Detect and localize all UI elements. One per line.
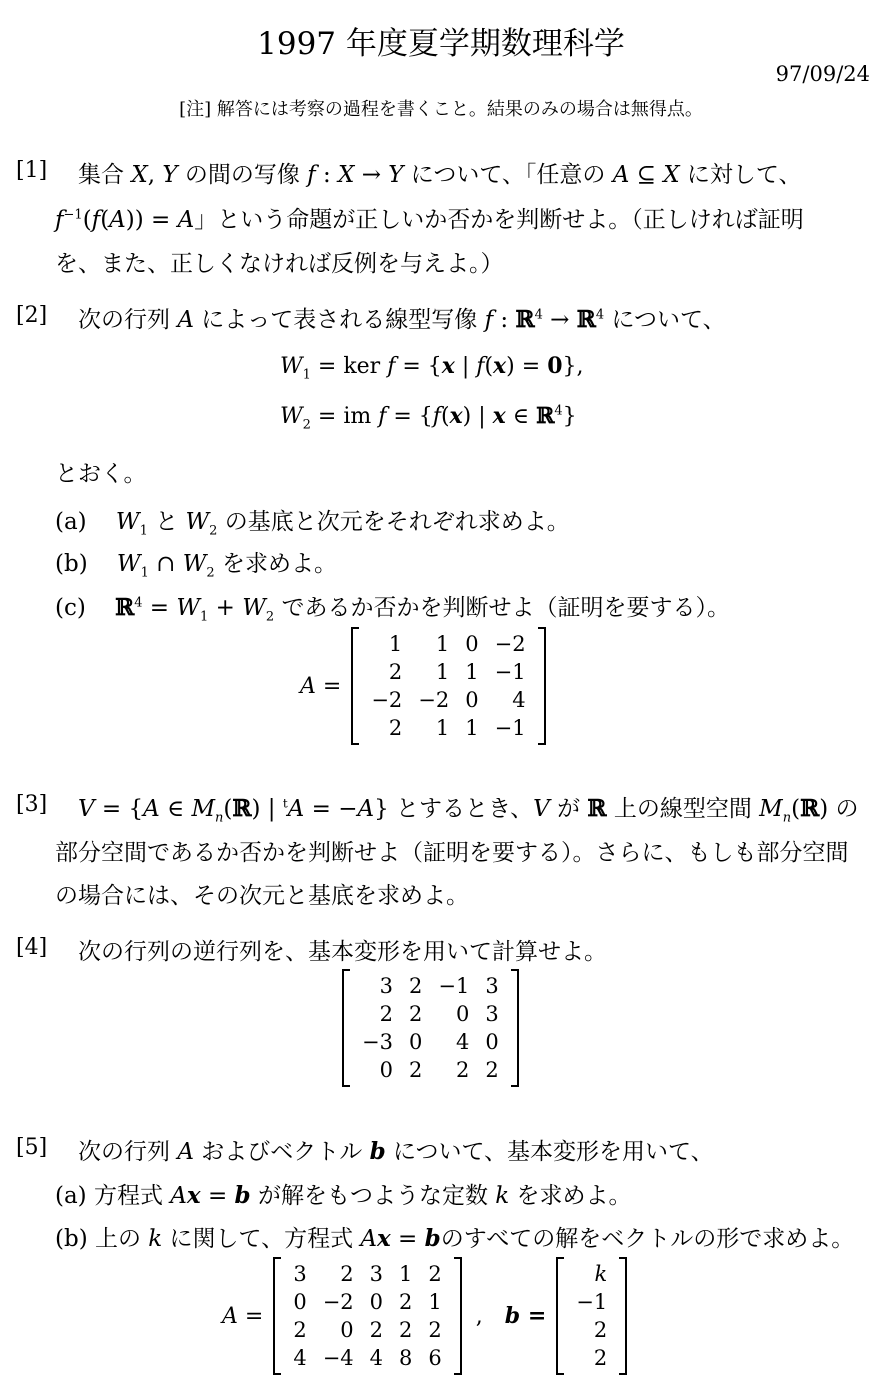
matrix-cell: 2: [379, 1002, 393, 1026]
instruction-note: [注] 解答には考察の過程を書くこと。結果のみの場合は無得点。: [179, 99, 703, 120]
matrix-cell: −2: [418, 688, 450, 712]
vector-row: [568, 1288, 615, 1316]
matrix-label: A =: [222, 1303, 264, 1329]
matrix-cell: −2: [494, 632, 526, 656]
matrix-a: [351, 628, 545, 744]
problem-3-number: [3]: [16, 792, 48, 817]
matrix-cell: 1: [465, 660, 479, 684]
matrix-cell: −3: [362, 1030, 393, 1054]
matrix-cell: 1: [435, 660, 450, 684]
matrix-cell: −1: [494, 716, 526, 740]
matrix-cell: −4: [322, 1346, 354, 1370]
vector-table: [568, 1260, 615, 1372]
problem-2a: (a) $W_1$ と $W_2$ の基底と次元をそれぞれ求めよ。: [55, 509, 570, 539]
matrix-cell: 2: [408, 1002, 423, 1026]
matrix-cell: 6: [428, 1346, 442, 1370]
matrix-cell: 2: [428, 1318, 442, 1342]
matrix-cell: 2: [399, 1318, 413, 1342]
exam-date: 97/09/24: [775, 62, 870, 86]
matrix-row: [363, 686, 533, 714]
matrix-cell: −1: [494, 660, 526, 684]
problem-2c: (c) ℝ$^4$ = $W_1 + W_2$ であるか否かを判断せよ（証明を要する）。: [55, 594, 730, 625]
page-title: 1997 年度夏学期数理科学: [257, 26, 625, 62]
matrix-cell: 2: [293, 1318, 307, 1342]
matrix-cell: 2: [408, 1058, 423, 1082]
problem-2b: (b) $W_1$ ∩ $W_2$ を求めよ。: [55, 551, 337, 581]
matrix-cell: 4: [455, 1030, 470, 1054]
matrix-cell: 0: [379, 1058, 393, 1082]
matrix-row: [285, 1260, 449, 1288]
matrix-cell: 4: [293, 1346, 307, 1370]
matrix-cell: 2: [408, 974, 423, 998]
matrix-row: [363, 714, 533, 742]
matrix-row: [285, 1344, 449, 1372]
problem-5-matrix-block: [222, 1258, 627, 1374]
matrix-cell: 2: [369, 1318, 384, 1342]
matrix-row: [363, 630, 533, 658]
matrix-cell: 2: [340, 1262, 354, 1286]
matrix-cell: 2: [388, 716, 403, 740]
problem-4-number: [4]: [16, 935, 48, 960]
vector-label: b =: [504, 1303, 547, 1329]
vector-row: [568, 1344, 615, 1372]
matrix-cell: 4: [512, 688, 526, 712]
matrix-row: [354, 972, 507, 1000]
w2-definition: $W_2$ = im f = {f(x) | x ∈ ℝ$^4$}: [280, 403, 577, 433]
problem-4-matrix-block: [342, 970, 519, 1086]
matrix-cell: 3: [369, 1262, 384, 1286]
problem-1-line-2: $f^{-1}(f(A)) = A$」という命題が正しいか否かを判断せよ。（正しければ証明: [55, 207, 804, 233]
matrix-cell: −1: [438, 974, 470, 998]
matrix-cell: −2: [322, 1290, 354, 1314]
matrix-cell: 0: [293, 1290, 307, 1314]
matrix-cell: 2: [455, 1058, 470, 1082]
matrix-row: [285, 1288, 449, 1316]
matrix-cell: 0: [465, 632, 479, 656]
problem-2-number: [2]: [16, 303, 48, 328]
matrix-cell: 1: [388, 632, 403, 656]
matrix-cell: 2: [428, 1262, 442, 1286]
matrix-cell: 1: [465, 716, 479, 740]
problem-5-number: [5]: [16, 1135, 48, 1160]
matrix-inverse-target: [342, 970, 519, 1086]
matrix-cell: 0: [455, 1002, 470, 1026]
vector-row: [568, 1316, 615, 1344]
matrix-cell: 1: [435, 716, 450, 740]
vector-row: [568, 1260, 615, 1288]
problem-5b: (b) 上の k に関して、方程式 Ax = bのすべての解をベクトルの形で求めよ。: [55, 1225, 855, 1252]
problem-3-line-1: V = {A ∈ $M_n(ℝ)$ | $^t$A = −A} とするとき、V が ℝ 上の線型空間 $M_n(ℝ)$ の: [78, 795, 859, 826]
problem-1-line-3: を、また、正しくなければ反例を与えよ。）: [55, 251, 504, 277]
problem-3-line-3: の場合には、その次元と基底を求めよ。: [55, 883, 469, 909]
problem-2-after: とおく。: [55, 461, 147, 487]
problem-5a: (a) 方程式 Ax = b が解をもつような定数 k を求めよ。: [55, 1182, 632, 1209]
matrix-row: [363, 658, 533, 686]
vector-b: [556, 1258, 627, 1374]
problem-5-line-1: 次の行列 A およびベクトル b について、基本変形を用いて、: [78, 1138, 714, 1165]
matrix-cell: 3: [379, 974, 393, 998]
matrix-cell: 0: [408, 1030, 423, 1054]
matrix-cell: 0: [465, 688, 479, 712]
matrix-cell: 8: [399, 1346, 413, 1370]
matrix-cell: 4: [369, 1346, 384, 1370]
matrix-table: [363, 630, 533, 742]
matrix-row: [285, 1316, 449, 1344]
problem-2-line-1: 次の行列 A によって表される線型写像 f : ℝ$^4$ → ℝ$^4$ について、: [78, 306, 726, 333]
vector-cell: k: [594, 1262, 608, 1286]
matrix-cell: −2: [371, 688, 403, 712]
problem-2-matrix-block: [300, 628, 546, 744]
matrix-table: [354, 972, 507, 1084]
matrix-a: [273, 1258, 461, 1374]
matrix-row: [354, 1028, 507, 1056]
matrix-cell: 2: [485, 1058, 499, 1082]
problem-1-number: [1]: [16, 158, 48, 183]
problem-3-line-2: 部分空間であるか否かを判断せよ（証明を要する）。さらに、もしも部分空間: [55, 840, 849, 866]
matrix-cell: 1: [399, 1262, 413, 1286]
matrix-cell: 1: [428, 1290, 442, 1314]
matrix-table: [285, 1260, 449, 1372]
separator-comma: ,: [475, 1303, 483, 1329]
vector-cell: 2: [593, 1318, 608, 1342]
problem-4-line-1: 次の行列の逆行列を、基本変形を用いて計算せよ。: [78, 939, 607, 965]
matrix-cell: 3: [485, 1002, 499, 1026]
problem-1-line-1: 集合 X, Y の間の写像 f : X → Y について、「任意の A ⊆ X に対して、: [78, 162, 802, 188]
matrix-cell: 3: [485, 974, 499, 998]
matrix-cell: 3: [293, 1262, 307, 1286]
matrix-label: A =: [300, 673, 342, 699]
matrix-cell: 2: [399, 1290, 413, 1314]
vector-cell: 2: [593, 1346, 608, 1370]
vector-cell: −1: [576, 1290, 608, 1314]
matrix-cell: 1: [435, 632, 450, 656]
matrix-cell: 0: [369, 1290, 384, 1314]
matrix-cell: 2: [388, 660, 403, 684]
matrix-cell: 0: [485, 1030, 499, 1054]
w1-definition: $W_1$ = ker f = {x | f(x) = 0},: [280, 353, 584, 383]
matrix-row: [354, 1056, 507, 1084]
matrix-cell: 0: [340, 1318, 354, 1342]
matrix-row: [354, 1000, 507, 1028]
